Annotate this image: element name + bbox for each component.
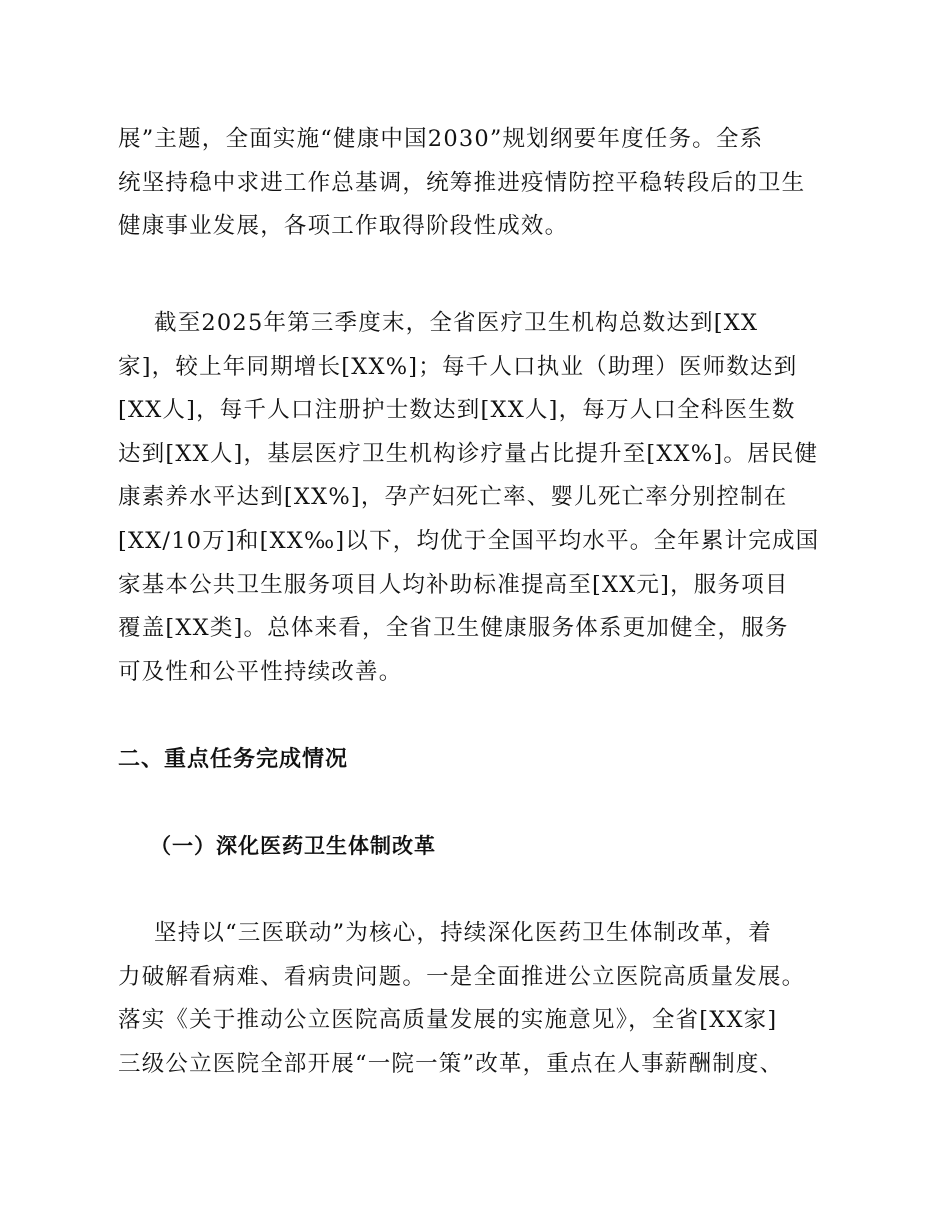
text-line: 力破解看病难、看病贵问题。一是全面推进公立医院高质量发展。 — [118, 963, 806, 990]
text-line: 康素养水平达到[XX%]，孕产妇死亡率、婴儿死亡率分别控制在 — [118, 484, 788, 511]
paragraph-statistics — [118, 302, 838, 694]
text-line: 截至2025年第三季度末，全省医疗卫生机构总数达到[XX — [154, 310, 759, 336]
text-line: [XX/10万]和[XX‰]以下，均优于全国平均水平。全年累计完成国 — [118, 527, 820, 554]
text-line: 坚持以“三医联动”为核心，持续深化医药卫生体制改革，着 — [154, 920, 772, 946]
text-line: 三级公立医院全部开展“一院一策”改革，重点在人事薪酬制度、 — [118, 1050, 784, 1077]
text-line: 可及性和公平性持续改善。 — [118, 658, 403, 685]
text-line: 家基本公共卫生服务项目人均补助标准提高至[XX元]，服务项目 — [118, 571, 789, 598]
text-line: [XX人]，每千人口注册护士数达到[XX人]，每万人口全科医生数 — [118, 397, 796, 424]
section-heading: 二、重点任务完成情况 — [118, 747, 349, 772]
text-line: 健康事业发展，各项工作取得阶段性成效。 — [118, 213, 569, 240]
text-line: 展”主题，全面实施“健康中国2030”规划纲要年度任务。全系 — [118, 126, 764, 152]
text-line: 统坚持稳中求进工作总基调，统筹推进疫情防控平稳转段后的卫生 — [118, 169, 806, 196]
subsection-heading: （一）深化医药卫生体制改革 — [150, 834, 436, 858]
text-line: 覆盖[XX类]。总体来看，全省卫生健康服务体系更加健全，服务 — [118, 615, 789, 642]
paragraph-overview-continued — [118, 118, 838, 249]
text-line: 落实《关于推动公立医院高质量发展的实施意见》，全省[XX家] — [118, 1007, 778, 1034]
text-line: 达到[XX人]，基层医疗卫生机构诊疗量占比提升至[XX%]。居民健 — [118, 440, 819, 467]
text-line: 家]，较上年同期增长[XX%]；每千人口执业（助理）医师数达到 — [118, 353, 798, 380]
paragraph-reform — [118, 912, 838, 1086]
